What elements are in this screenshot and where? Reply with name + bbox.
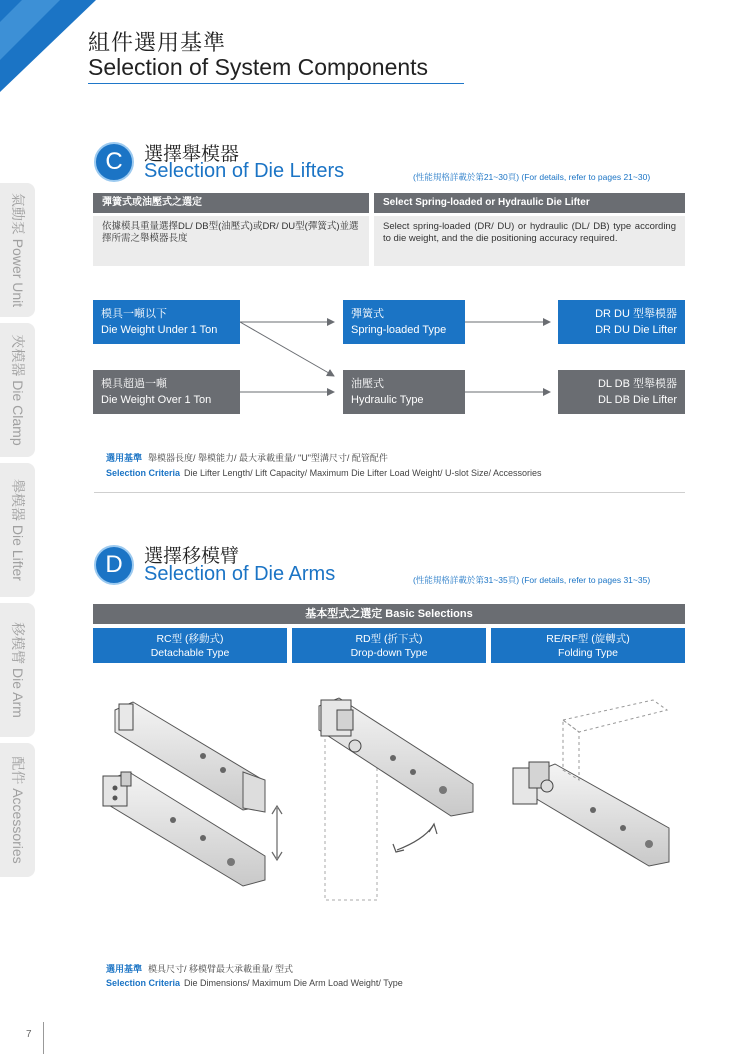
type-label-en: Folding Type bbox=[558, 647, 618, 659]
criteria-text-zh: 舉模器長度/ 舉模能力/ 最大承載重量/ "U"型溝尺寸/ 配管配件 bbox=[148, 453, 388, 463]
page-number: 7 bbox=[26, 1029, 32, 1040]
type-box-rc bbox=[93, 628, 287, 663]
flow-box-label-zh: 模具超過一噸 bbox=[101, 378, 167, 390]
section-d-badge: D bbox=[94, 545, 134, 585]
type-box-re-rf bbox=[491, 628, 685, 663]
side-tab-label: 氣動泵 Power Unit bbox=[9, 192, 26, 308]
flow-arrows bbox=[0, 0, 745, 440]
side-tab-accessories[interactable] bbox=[0, 743, 35, 877]
type-box-rd bbox=[292, 628, 486, 663]
type-label-en: Detachable Type bbox=[150, 647, 230, 659]
re-rf-folding-arm-drawing bbox=[513, 700, 669, 866]
spring-or-hydraulic-body-en: Select spring-loaded (DR/ DU) or hydraulic (DL/ DB) type according to die weight, and the die positioning accuracy required. bbox=[374, 216, 685, 266]
section-d-title-en: Selection of Die Arms bbox=[144, 563, 336, 585]
side-tab-label: 移模臂 Die Arm bbox=[9, 622, 26, 718]
page-number-divider bbox=[43, 1022, 44, 1054]
flow-box-label-zh: DR DU 型舉模器 bbox=[595, 308, 677, 320]
section-c-page-reference: (性能規格詳載於第21~30頁) (For details, refer to pages 21~30) bbox=[413, 172, 651, 182]
section-d-criteria-en bbox=[106, 978, 403, 988]
section-c-criteria-zh bbox=[106, 451, 388, 464]
type-label-zh: RC型 (移動式) bbox=[156, 633, 224, 645]
spring-or-hydraulic-heading-en: Select Spring-loaded or Hydraulic Die Lifter bbox=[374, 193, 685, 213]
criteria-label-zh: 選用基準 bbox=[106, 453, 143, 463]
section-c-badge: C bbox=[94, 142, 134, 182]
die-arm-illustrations bbox=[93, 680, 687, 920]
rc-detachable-arm-drawing bbox=[103, 702, 282, 886]
section-c-title-en: Selection of Die Lifters bbox=[144, 160, 345, 182]
criteria-text-en: Die Lifter Length/ Lift Capacity/ Maximum Die Lifter Load Weight/ U-slot Size/ Accessories bbox=[184, 468, 542, 478]
flow-box-label-zh: DL DB 型舉模器 bbox=[597, 378, 677, 390]
side-tab-label: 配件 Accessories bbox=[9, 756, 26, 864]
section-c-title-zh: 選擇舉模器 bbox=[144, 144, 240, 165]
type-label-en: Drop-down Type bbox=[350, 647, 428, 659]
section-divider bbox=[94, 492, 685, 493]
spring-or-hydraulic-heading-zh: 彈簧式或油壓式之選定 bbox=[93, 193, 369, 213]
type-label-zh: RD型 (折下式) bbox=[355, 633, 423, 645]
section-c-criteria-en bbox=[106, 468, 542, 478]
arrow-under-to-hydraulic bbox=[240, 322, 334, 376]
flow-box-label-en: DL DB Die Lifter bbox=[597, 394, 677, 406]
basic-selections-heading: 基本型式之選定 Basic Selections bbox=[93, 604, 685, 624]
criteria-label-zh: 選用基準 bbox=[106, 964, 143, 974]
spring-or-hydraulic-body-zh: 依據模具重量選擇DL/ DB型(油壓式)或DR/ DU型(彈簧式)並選擇所需之舉模器長度 bbox=[93, 216, 369, 266]
flow-box-label-en: DR DU Die Lifter bbox=[595, 324, 677, 336]
flow-box-label-en: Spring-loaded Type bbox=[351, 324, 447, 336]
section-d-criteria-zh bbox=[106, 962, 293, 975]
criteria-label-en: Selection Criteria bbox=[106, 468, 181, 478]
flow-box-label-zh: 油壓式 bbox=[351, 378, 384, 390]
criteria-text-en: Die Dimensions/ Maximum Die Arm Load Weight/ Type bbox=[184, 978, 403, 988]
section-d-page-reference: (性能規格詳載於第31~35頁) (For details, refer to pages 31~35) bbox=[413, 575, 651, 585]
flow-box-label-zh: 模具一噸以下 bbox=[101, 308, 167, 320]
type-label-zh: RE/RF型 (旋轉式) bbox=[546, 633, 630, 645]
criteria-text-zh: 模具尺寸/ 移模臂最大承載重量/ 型式 bbox=[148, 964, 294, 974]
side-tab-label: 夾模器 Die Clamp bbox=[9, 334, 26, 446]
section-d-title-zh: 選擇移模臂 bbox=[144, 546, 240, 567]
flow-box-label-zh: 彈簧式 bbox=[351, 308, 384, 320]
flow-box-label-en: Die Weight Over 1 Ton bbox=[101, 394, 212, 406]
side-tab-die-arm[interactable] bbox=[0, 603, 35, 737]
flow-box-label-en: Die Weight Under 1 Ton bbox=[101, 324, 218, 336]
rd-drop-down-arm-drawing bbox=[319, 698, 473, 900]
page-title-zh: 組件選用基準 bbox=[88, 30, 227, 55]
side-tab-label: 舉模器 Die Lifter bbox=[9, 479, 26, 581]
flow-box-label-en: Hydraulic Type bbox=[351, 394, 424, 406]
side-tab-die-lifter[interactable] bbox=[0, 463, 35, 597]
page-title-en: Selection of System Components bbox=[88, 54, 429, 80]
criteria-label-en: Selection Criteria bbox=[106, 978, 181, 988]
